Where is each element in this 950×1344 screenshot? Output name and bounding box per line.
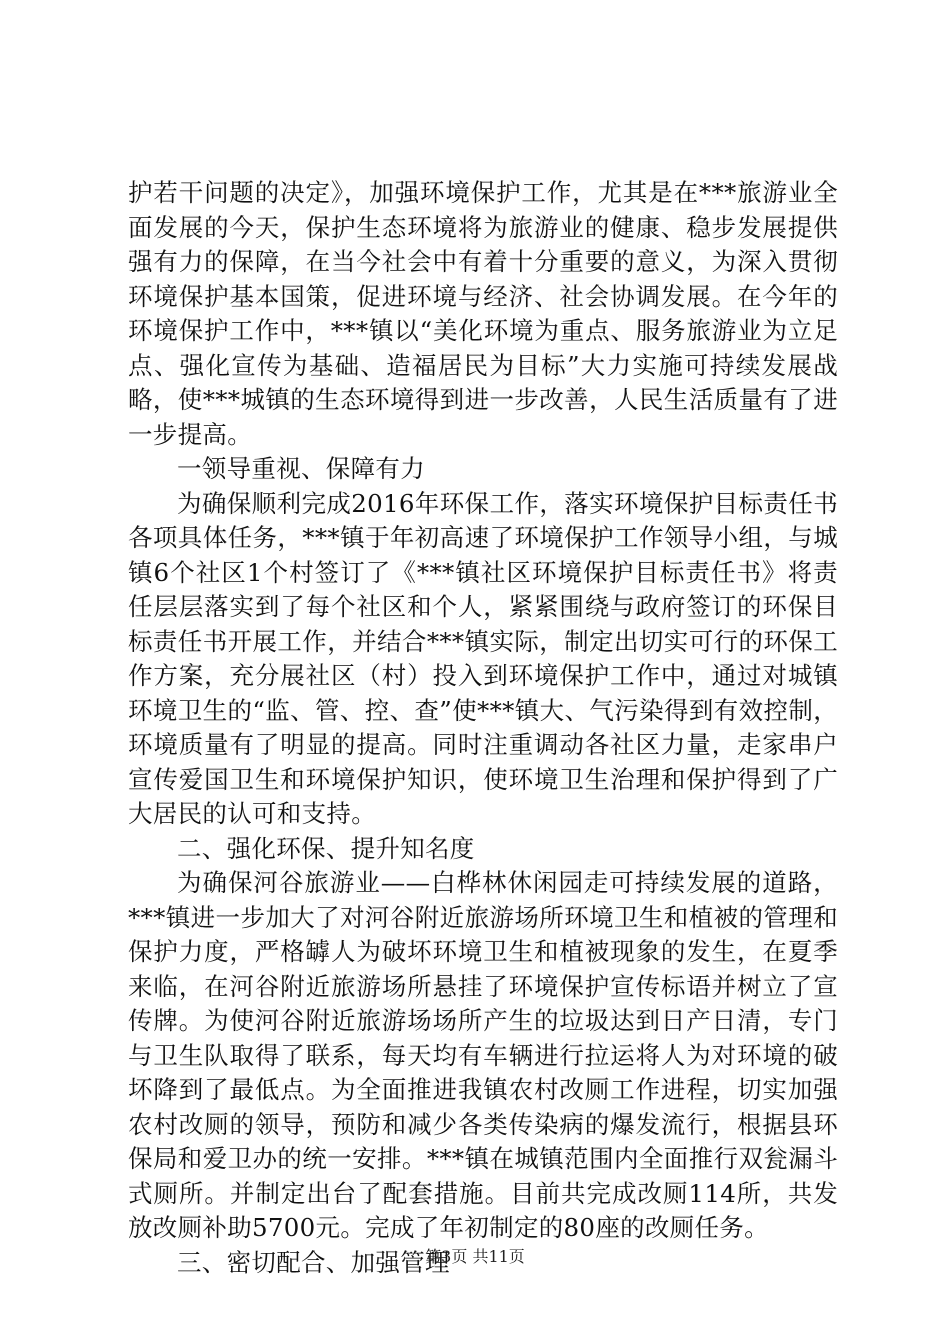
page-footer [0, 1246, 950, 1268]
paragraph-intro: 护若干问题的决定》，加强环境保护工作，尤其是在***旅游业全面发展的今天，保护生态环境将为旅游业的健康、稳步发展提供强有力的保障，在当今社会中有着十分重要的意义，为深入贯彻环境保护基本国策，促进环境与经济、社会协调发展。在今年的环境保护工作中，***镇以“美化环境为重点、服务旅游业为立足点、强化宣传为基础、造福居民为目标”大力实施可持续发展战略，使***城镇的生态环境得到进一步改善，人民生活质量有了进一步提高。 [128, 178, 839, 449]
section-heading-1: 一领导重视、保障有力 [177, 454, 425, 483]
paragraph-section-2: 为确保河谷旅游业——白桦林休闲园走可持续发展的道路，***镇进一步加大了对河谷附近旅游场所环境卫生和植被的管理和保护力度，严格罅人为破坏环境卫生和植被现象的发生，在夏季来临，在河谷附近旅游场所悬挂了环境保护宣传标语并树立了宣传牌。为使河谷附近旅游场场所产生的垃圾达到日产日清，专门与卫生队取得了联系，每天均有车辆进行拉运将人为对环境的破坏降到了最低点。为全面推进我镇农村改厕工作进程，切实加强农村改厕的领导，预防和减少各类传染病的爆发流行，根据县环保局和爱卫办的统一安排。***镇在城镇范围内全面推行双瓮漏斗式厕所。并制定出台了配套措施。目前共完成改厕114所，共发放改厕补助5700元。完成了年初制定的80座的改厕任务。 [128, 868, 838, 1242]
section-heading-2: 二、强化环保、提升知名度 [177, 833, 475, 863]
paragraph-section-1: 为确保顺利完成2016年环保工作，落实环境保护目标责任书各项具体任务，***镇于年初高速了环境保护工作领导小组，与城镇6个社区1个村签订了《***镇社区环境保护目标责任书》将责任层层落实到了每个社区和个人，紧紧围绕与政府签订的环保目标责任书开展工作，并结合***镇实际，制定出切实可行的环保工作方案，充分展社区（村）投入到环境保护工作中，通过对城镇环境卫生的“监、管、控、查”使***镇大、气污染得到有效控制，环境质量有了明显的提高。同时注重调动各社区力量，走家串户宣传爱国卫生和环境保护知识，使环境卫生治理和保护得到了广大居民的认可和支持。 [128, 488, 838, 828]
document-body [128, 176, 838, 1280]
section-heading-3: 三、密切配合、加强管理 [177, 1247, 450, 1277]
page-number-label: 第3页 共11页 [425, 1247, 525, 1266]
